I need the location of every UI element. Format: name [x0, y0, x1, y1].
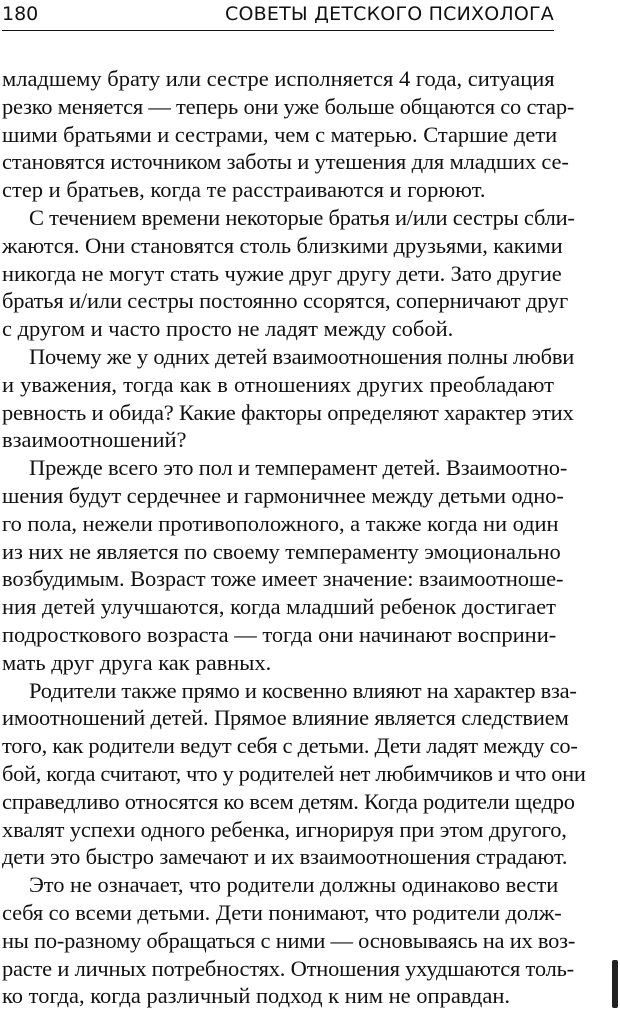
text-line: никогда не могут стать чужие друг другу дети. Зато другие — [2, 260, 562, 286]
paragraph-2 — [2, 204, 575, 343]
text-line: С течением времени некоторые братья и/или сестры сбли- — [29, 204, 575, 230]
text-line: имоотношений детей. Прямое влияние является следствием — [2, 705, 569, 731]
text-line: становятся источником заботы и утешения для младших се- — [2, 149, 569, 175]
text-line: резко меняется — теперь они уже больше общаются со стар- — [2, 93, 575, 119]
text-line: подросткового возраста — тогда они начинают восприни- — [2, 621, 557, 647]
body-text — [2, 65, 586, 1010]
text-line: ко тогда, когда различный подход к ним не оправдан. — [2, 983, 510, 1009]
page-header — [2, 0, 554, 31]
text-line: мать друг друга как равных. — [2, 649, 272, 675]
text-line: бой, когда считают, что у родителей нет любимчиков и что они — [2, 760, 586, 786]
text-line: братья и/или сестры постоянно ссорятся, соперничают друг — [2, 288, 569, 314]
text-line: шими братьями и сестрами, чем с матерью. Старшие дети — [2, 121, 558, 147]
text-line: Это не означает, что родители должны одинаково вести — [29, 872, 559, 898]
text-line: жаются. Они становятся столь близкими друзьями, какими — [2, 232, 563, 258]
running-head: СОВЕТЫ ДЕТСКОГО ПСИХОЛОГА — [225, 3, 554, 25]
text-line: ны по-разному обращаться с ними — основываясь на их воз- — [2, 927, 576, 953]
text-line: хвалят успехи одного ребенка, игнорируя при этом другого, — [2, 816, 567, 842]
paragraph-3 — [2, 343, 575, 454]
paragraph-5 — [2, 677, 586, 872]
page-number: 180 — [2, 3, 39, 25]
paragraph-4 — [2, 454, 568, 676]
text-line: того, как родители ведут себя с детьми. Дети ладят между со- — [2, 733, 578, 759]
text-line: справедливо относятся ко всем детям. Когда родители щедро — [2, 788, 575, 814]
text-line: Прежде всего это пол и темперамент детей. Взаимоотно- — [29, 455, 568, 481]
text-line: го пола, нежели противоположного, а также когда ни один — [2, 510, 559, 536]
text-line: и уважения, тогда как в отношениях других преобладают — [2, 371, 554, 397]
paragraph-1 — [2, 65, 575, 204]
paragraph-6 — [2, 871, 576, 1010]
text-line: из них не является по своему темпераменту эмоционально — [2, 538, 561, 564]
text-line: ния детей улучшаются, когда младший ребенок достигает — [2, 594, 556, 620]
text-line: младшему брату или сестре исполняется 4 года, ситуация — [2, 66, 555, 91]
scan-edge-mark — [612, 960, 618, 1008]
text-line: себя со всеми детьми. Дети понимают, что родители долж- — [2, 899, 562, 925]
text-line: Почему же у одних детей взаимоотношения полны любви — [29, 343, 575, 369]
text-line: расте и личных потребностях. Отношения ухудшаются толь- — [2, 955, 574, 981]
text-line: с другом и часто просто не ладят между собой. — [2, 316, 454, 342]
text-line: стер и братьев, когда те расстраиваются и горюют. — [2, 177, 486, 203]
text-line: ревность и обида? Какие факторы определяют характер этих — [2, 399, 574, 425]
text-line: шения будут сердечнее и гармоничнее между детьми одно- — [2, 482, 564, 508]
text-line: дети это быстро замечают и их взаимоотношения страдают. — [2, 844, 568, 870]
text-line: возбудимым. Возраст тоже имеет значение: взаимоотноше- — [2, 566, 564, 592]
text-line: взаимоотношений? — [2, 427, 187, 453]
text-line: Родители также прямо и косвенно влияют на характер вза- — [29, 677, 577, 703]
